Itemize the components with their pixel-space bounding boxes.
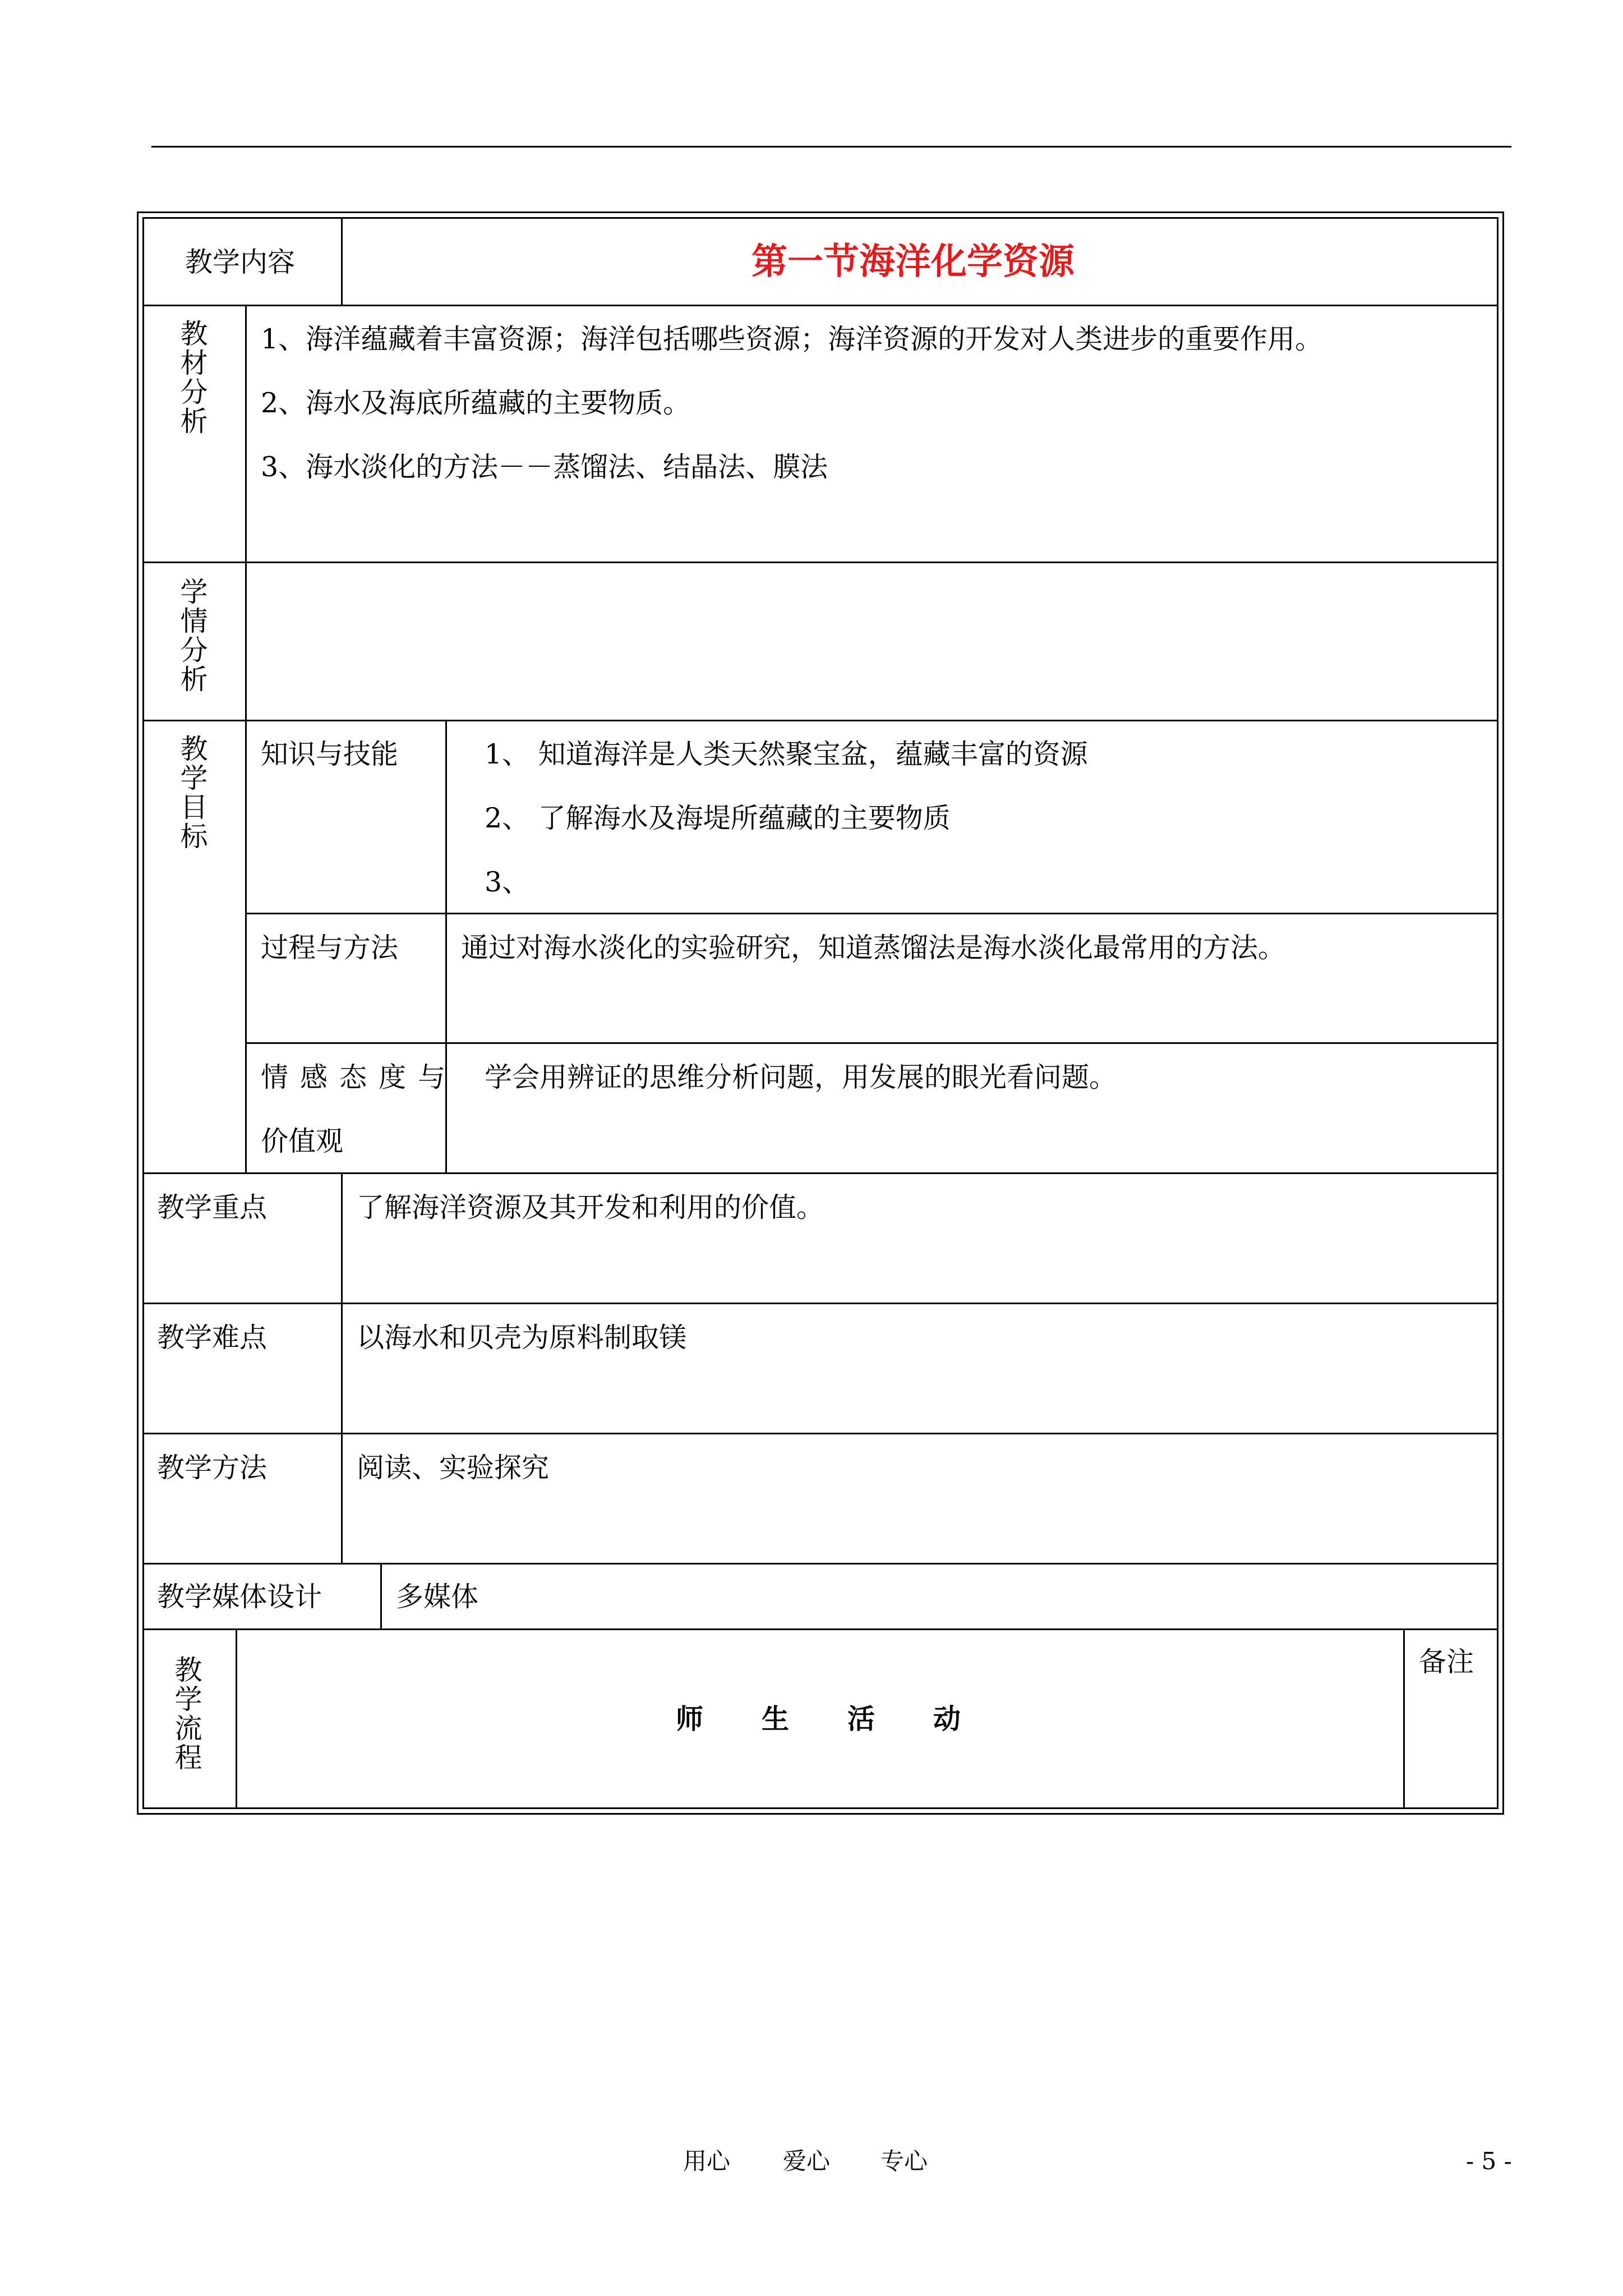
attitude-values-text: 学会用辨证的思维分析问题，用发展的眼光看问题。 [485, 1061, 1117, 1093]
attitude-values-label: 情感态度与 [261, 1061, 458, 1093]
row-divider [142, 305, 1498, 306]
difficulty-text: 以海水和贝壳为原料制取镁 [357, 1322, 687, 1354]
student-analysis-label: 学情分析 [180, 576, 208, 696]
column-divider [341, 1172, 343, 1563]
process-method-text: 通过对海水淡化的实验研究，知道蒸馏法是海水淡化最常用的方法。 [461, 932, 1286, 964]
row-divider [142, 1433, 1498, 1434]
material-analysis-line: 2、海水及海底所蕴藏的主要物质。 [261, 387, 691, 419]
key-point-label: 教学重点 [157, 1191, 268, 1223]
row-divider [245, 913, 1498, 914]
row-divider [142, 1303, 1498, 1304]
page-number: - 5 - [1466, 2147, 1512, 2175]
key-point-text: 了解海洋资源及其开发和利用的价值。 [357, 1191, 824, 1223]
difficulty-label: 教学难点 [157, 1322, 268, 1354]
column-divider [236, 1628, 237, 1809]
row-divider [142, 562, 1498, 563]
media-design-text: 多媒体 [396, 1581, 479, 1613]
lesson-title: 第一节海洋化学资源 [751, 241, 1075, 283]
column-divider [341, 217, 343, 305]
content-label: 教学内容 [185, 246, 296, 278]
column-divider [245, 305, 247, 1173]
row-divider [142, 1563, 1498, 1565]
process-method-label: 过程与方法 [261, 932, 399, 964]
knowledge-skills-label: 知识与技能 [261, 738, 399, 770]
material-analysis-label: 教材分析 [180, 318, 208, 438]
knowledge-goal-line: 2、 了解海水及海堤所蕴藏的主要物质 [485, 802, 951, 834]
column-divider [380, 1563, 382, 1629]
column-divider [445, 720, 447, 1173]
row-divider [142, 1628, 1498, 1630]
remarks-label: 备注 [1419, 1646, 1474, 1678]
column-divider [1403, 1628, 1405, 1809]
method-label: 教学方法 [157, 1452, 268, 1484]
header-rule [151, 146, 1511, 148]
teacher-student-activity-heading: 师生活动 [676, 1703, 1020, 1735]
method-text: 阅读、实验探究 [357, 1452, 550, 1484]
row-divider [245, 1042, 1498, 1044]
row-divider [142, 1172, 1498, 1174]
footer-motto-1: 用心 [683, 2147, 731, 2175]
row-divider [142, 720, 1498, 721]
attitude-values-label-2: 价值观 [261, 1125, 344, 1157]
teaching-goals-label: 教学目标 [180, 733, 208, 853]
media-design-label: 教学媒体设计 [157, 1581, 322, 1613]
material-analysis-line: 3、海水淡化的方法－－蒸馏法、结晶法、膜法 [261, 451, 828, 483]
teaching-flow-label: 教学流程 [174, 1654, 202, 1774]
material-analysis-line: 1、海洋蕴藏着丰富资源；海洋包括哪些资源；海洋资源的开发对人类进步的重要作用。 [261, 323, 1323, 355]
knowledge-goal-line: 3、 [485, 866, 530, 898]
footer-motto-3: 专心 [880, 2147, 928, 2175]
footer-motto-2: 爱心 [783, 2147, 831, 2175]
knowledge-goal-line: 1、 知道海洋是人类天然聚宝盆，蕴藏丰富的资源 [485, 738, 1088, 770]
